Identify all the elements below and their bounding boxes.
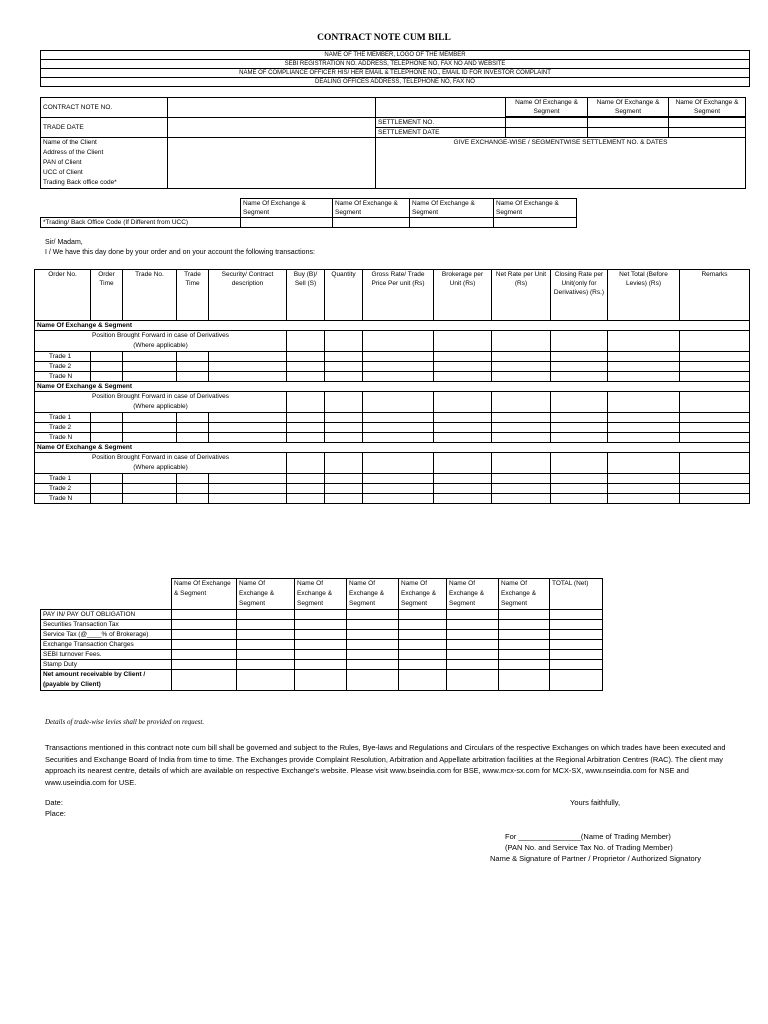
date-label: Date:	[45, 798, 63, 807]
exchange-segment-header: Name Of Exchange & Segment	[237, 579, 295, 610]
trade-cell[interactable]	[325, 362, 363, 372]
trade-cell[interactable]	[123, 423, 177, 433]
trade-cell[interactable]	[551, 372, 608, 382]
summary-row-label: Stamp Duty	[41, 660, 172, 670]
col-net-total: Net Total (Before Levies) (Rs)	[608, 270, 680, 321]
position-line: Position Brought Forward in case of Derivatives	[92, 393, 229, 400]
trade-cell[interactable]	[363, 413, 434, 423]
trade-cell[interactable]	[434, 484, 492, 494]
trade-cell[interactable]	[363, 392, 434, 413]
trade-cell[interactable]	[91, 433, 123, 443]
trade-cell[interactable]	[177, 433, 209, 443]
trade-cell[interactable]	[209, 413, 287, 423]
trade-cell[interactable]	[209, 484, 287, 494]
trade-cell[interactable]	[177, 372, 209, 382]
exchange-segment-header: Name Of Exchange & Segment	[295, 579, 347, 610]
settlement-no-cell[interactable]	[669, 118, 746, 128]
col-closing-rate: Closing Rate per Unit(only for Derivatives) (Rs.)	[551, 270, 608, 321]
trade-cell[interactable]	[287, 484, 325, 494]
trade-cell[interactable]	[680, 453, 750, 474]
trade-cell[interactable]	[492, 392, 551, 413]
trade-cell[interactable]	[91, 362, 123, 372]
trade-cell[interactable]	[363, 494, 434, 504]
trade-cell[interactable]	[551, 352, 608, 362]
trade-cell[interactable]	[325, 413, 363, 423]
trade-cell[interactable]	[551, 453, 608, 474]
trade-cell[interactable]	[91, 352, 123, 362]
summary-row-label: SEBI turnover Fees.	[41, 650, 172, 660]
segment-label: Name Of Exchange & Segment	[35, 321, 750, 331]
trade-cell[interactable]	[325, 352, 363, 362]
trade-cell[interactable]	[608, 413, 680, 423]
trade-cell[interactable]	[177, 423, 209, 433]
trade-cell[interactable]	[287, 413, 325, 423]
trade-cell[interactable]	[492, 453, 551, 474]
header-line: SEBI REGISTRATION NO. ADDRESS, TELEPHONE NO, FAX NO AND WEBSITE	[41, 60, 750, 69]
backoffice-cell[interactable]	[494, 218, 577, 228]
trade-cell[interactable]	[608, 331, 680, 352]
client-name-label: Name of the Client	[43, 139, 97, 146]
trade-cell[interactable]	[434, 494, 492, 504]
settlement-no-cell[interactable]	[506, 118, 588, 128]
col-security: Security/ Contract description	[209, 270, 287, 321]
trade-row-label: Trade 1	[35, 474, 91, 484]
trade-cell[interactable]	[177, 494, 209, 504]
position-brought-forward	[35, 453, 287, 474]
trade-row-label: Trade 2	[35, 423, 91, 433]
trade-cell[interactable]	[434, 331, 492, 352]
page-title: CONTRACT NOTE CUM BILL	[317, 33, 451, 43]
position-line: (Where applicable)	[133, 464, 188, 471]
trade-cell[interactable]	[177, 474, 209, 484]
trade-cell[interactable]	[551, 392, 608, 413]
trade-cell[interactable]	[91, 474, 123, 484]
trade-cell[interactable]	[680, 392, 750, 413]
trade-cell[interactable]	[91, 423, 123, 433]
trade-cell[interactable]	[209, 372, 287, 382]
trade-cell[interactable]	[91, 372, 123, 382]
trade-cell[interactable]	[91, 413, 123, 423]
trade-cell[interactable]	[434, 474, 492, 484]
trade-cell[interactable]	[325, 484, 363, 494]
trade-cell[interactable]	[551, 484, 608, 494]
trade-cell[interactable]	[363, 372, 434, 382]
trade-cell[interactable]	[209, 474, 287, 484]
exchange-segment-header: Name Of Exchange & Segment	[172, 579, 237, 610]
trade-cell[interactable]	[492, 423, 551, 433]
trade-cell[interactable]	[209, 362, 287, 372]
position-line: (Where applicable)	[133, 342, 188, 349]
trade-cell[interactable]	[434, 433, 492, 443]
trade-cell[interactable]	[608, 392, 680, 413]
backoffice-label: *Trading/ Back Office Code (If Different from UCC)	[41, 218, 241, 228]
backoffice-cell[interactable]	[241, 218, 333, 228]
trade-cell[interactable]	[608, 494, 680, 504]
trade-row-label: Trade 1	[35, 413, 91, 423]
trade-cell[interactable]	[608, 423, 680, 433]
header-line: NAME OF COMPLIANCE OFFICER HIS/ HER EMAIL & TELEPHONE NO., EMAIL ID FOR INVESTOR COMPLAINT	[41, 69, 750, 78]
segment-label: Name Of Exchange & Segment	[35, 382, 750, 392]
exchange-segment-header: Name Of Exchange & Segment	[410, 199, 494, 218]
levies-note: Details of trade-wise levies shall be provided on request.	[45, 718, 205, 726]
trade-cell[interactable]	[287, 372, 325, 382]
exchange-segment-header: Name Of Exchange & Segment	[333, 199, 410, 218]
trade-cell[interactable]	[551, 362, 608, 372]
position-line: Position Brought Forward in case of Derivatives	[92, 332, 229, 339]
col-order-time: Order Time	[91, 270, 123, 321]
trade-cell[interactable]	[363, 484, 434, 494]
header-line: DEALING OFFICES ADDRESS, TELEPHONE NO, FAX NO	[41, 78, 750, 87]
trade-row-label: Trade N	[35, 433, 91, 443]
settlement-date-cell[interactable]	[588, 128, 669, 138]
trade-cell[interactable]	[680, 352, 750, 362]
net-amount-label: Net amount receivable by Client / (payable by Client)	[41, 670, 172, 691]
trade-cell[interactable]	[325, 392, 363, 413]
trade-cell[interactable]	[287, 453, 325, 474]
exchange-segment-header: Name Of Exchange & Segment	[241, 199, 333, 218]
backoffice-table	[40, 198, 577, 228]
blank-cell	[41, 579, 172, 610]
exchange-segment-header: Name Of Exchange & Segment	[499, 579, 550, 610]
trade-cell[interactable]	[287, 433, 325, 443]
yours-faithfully: Yours faithfully,	[570, 798, 621, 807]
exchange-segment-header: Name Of Exchange & Segment	[669, 98, 746, 117]
summary-row-label: PAY IN/ PAY OUT OBLIGATION	[41, 610, 172, 620]
col-order-no: Order No.	[35, 270, 91, 321]
col-net-rate: Net Rate per Unit (Rs)	[492, 270, 551, 321]
trade-cell[interactable]	[123, 362, 177, 372]
trade-cell[interactable]	[492, 362, 551, 372]
client-details-value[interactable]	[168, 138, 376, 189]
trade-cell[interactable]	[177, 484, 209, 494]
trade-cell[interactable]	[363, 423, 434, 433]
trade-cell[interactable]	[492, 484, 551, 494]
exchange-segment-header: Name Of Exchange & Segment	[347, 579, 399, 610]
position-brought-forward	[35, 392, 287, 413]
col-trade-no: Trade No.	[123, 270, 177, 321]
exchange-segment-header: Name Of Exchange & Segment	[447, 579, 499, 610]
col-brokerage: Brokerage per Unit (Rs)	[434, 270, 492, 321]
trade-cell[interactable]	[551, 423, 608, 433]
trade-cell[interactable]	[123, 352, 177, 362]
client-backoffice-label: Trading Back office code*	[43, 179, 117, 186]
sign-name-line: Name & Signature of Partner / Proprietor / Authorized Signatory	[490, 854, 701, 863]
trade-cell[interactable]	[551, 331, 608, 352]
trade-row-label: Trade N	[35, 494, 91, 504]
trade-cell[interactable]	[608, 453, 680, 474]
settlement-note: GIVE EXCHANGE-WISE / SEGMENTWISE SETTLEMENT NO. & DATES	[376, 138, 746, 189]
trade-date-label: TRADE DATE	[41, 118, 168, 138]
trade-cell[interactable]	[434, 453, 492, 474]
trade-cell[interactable]	[325, 331, 363, 352]
exchange-segment-header: Name Of Exchange & Segment	[399, 579, 447, 610]
trade-row-label: Trade 2	[35, 484, 91, 494]
trade-cell[interactable]	[325, 423, 363, 433]
trade-cell[interactable]	[209, 494, 287, 504]
trade-cell[interactable]	[287, 392, 325, 413]
col-gross-rate: Gross Rate/ Trade Price Per unit (Rs)	[363, 270, 434, 321]
summary-row-label: Securities Transaction Tax	[41, 620, 172, 630]
trade-cell[interactable]	[287, 362, 325, 372]
trade-cell[interactable]	[123, 372, 177, 382]
trade-cell[interactable]	[680, 423, 750, 433]
trade-cell[interactable]	[325, 372, 363, 382]
trade-cell[interactable]	[551, 494, 608, 504]
trade-cell[interactable]	[363, 474, 434, 484]
trade-cell[interactable]	[680, 331, 750, 352]
trade-cell[interactable]	[287, 331, 325, 352]
client-address-label: Address of the Client	[43, 149, 104, 156]
trade-cell[interactable]	[325, 453, 363, 474]
trade-cell[interactable]	[434, 372, 492, 382]
trade-cell[interactable]	[177, 413, 209, 423]
settlement-date-cell[interactable]	[506, 128, 588, 138]
contract-info-table	[40, 97, 746, 189]
backoffice-cell[interactable]	[410, 218, 494, 228]
trade-cell[interactable]	[492, 433, 551, 443]
trade-cell[interactable]	[608, 484, 680, 494]
backoffice-cell[interactable]	[333, 218, 410, 228]
summary-row-label: Exchange Transaction Charges	[41, 640, 172, 650]
trade-cell[interactable]	[608, 352, 680, 362]
trade-cell[interactable]	[680, 362, 750, 372]
trade-cell[interactable]	[492, 413, 551, 423]
exchange-segment-header: Name Of Exchange & Segment	[588, 98, 669, 117]
blank-cell	[376, 98, 506, 118]
trade-cell[interactable]	[287, 494, 325, 504]
col-remarks: Remarks	[680, 270, 750, 321]
trade-cell[interactable]	[434, 413, 492, 423]
trade-cell[interactable]	[680, 433, 750, 443]
exchange-segment-header: Name Of Exchange & Segment	[506, 98, 588, 117]
trade-cell[interactable]	[177, 362, 209, 372]
trade-cell[interactable]	[551, 413, 608, 423]
trade-cell[interactable]	[434, 392, 492, 413]
trade-cell[interactable]	[363, 453, 434, 474]
trade-cell[interactable]	[434, 362, 492, 372]
trade-cell[interactable]	[608, 474, 680, 484]
total-header: TOTAL (Net)	[550, 579, 603, 610]
trade-cell[interactable]	[325, 494, 363, 504]
trade-cell[interactable]	[91, 484, 123, 494]
client-pan-label: PAN of Client	[43, 159, 82, 166]
settlement-date-label: SETTLEMENT DATE	[376, 128, 506, 138]
trade-cell[interactable]	[91, 494, 123, 504]
trade-cell[interactable]	[123, 433, 177, 443]
header-line: NAME OF THE MEMBER, LOGO OF THE MEMBER	[41, 51, 750, 60]
trade-cell[interactable]	[608, 362, 680, 372]
trade-cell[interactable]	[680, 494, 750, 504]
col-quantity: Quantity	[325, 270, 363, 321]
trade-cell[interactable]	[492, 372, 551, 382]
blank-cell	[41, 199, 241, 218]
trade-cell[interactable]	[287, 423, 325, 433]
trade-cell[interactable]	[680, 413, 750, 423]
trade-cell[interactable]	[123, 484, 177, 494]
trade-cell[interactable]	[363, 331, 434, 352]
trade-date-value[interactable]	[168, 118, 376, 138]
trade-cell[interactable]	[434, 352, 492, 362]
position-line: (Where applicable)	[133, 403, 188, 410]
sign-pan-line: (PAN No. and Service Tax No. of Trading Member)	[505, 843, 673, 852]
trade-cell[interactable]	[325, 433, 363, 443]
settlement-date-cell[interactable]	[669, 128, 746, 138]
col-buy-sell: Buy (B)/ Sell (S)	[287, 270, 325, 321]
trade-cell[interactable]	[123, 413, 177, 423]
contract-note-no-label: CONTRACT NOTE NO.	[41, 98, 168, 118]
trade-table	[34, 269, 750, 504]
trade-row-label: Trade 1	[35, 352, 91, 362]
trade-cell[interactable]	[209, 352, 287, 362]
trade-cell[interactable]	[608, 372, 680, 382]
trade-cell[interactable]	[492, 494, 551, 504]
position-brought-forward	[35, 331, 287, 352]
trade-cell[interactable]	[680, 372, 750, 382]
trade-row-label: Trade N	[35, 372, 91, 382]
terms-paragraph: Transactions mentioned in this contract note cum bill shall be governed and subject to the Rules, Bye-laws and Regulations and Circulars of the respective Exchanges on which trades have been executed and Securities and Exchange Board of India from time to time. The Exchanges provide Complaint Resolution, Arbitration and Appellate arbitration facilities at the Regional Arbitration Centres (RAC). The client may approach its nearest centre, details of which are available on respective Exchange's website. Please visit www.bseindia.com for BSE, www.mcx-sx.com for MCX-SX, www.nseindia.com for NSE and www.useindia.com for USE.	[45, 743, 726, 787]
trade-cell[interactable]	[363, 362, 434, 372]
place-label: Place:	[45, 809, 66, 818]
settlement-no-cell[interactable]	[588, 118, 669, 128]
trade-cell[interactable]	[177, 352, 209, 362]
trade-cell[interactable]	[325, 474, 363, 484]
trade-row-label: Trade 2	[35, 362, 91, 372]
trade-cell[interactable]	[123, 474, 177, 484]
trade-cell[interactable]	[363, 352, 434, 362]
trade-cell[interactable]	[680, 474, 750, 484]
client-details-labels	[41, 138, 168, 189]
sign-for-line: For _______________(Name of Trading Member)	[505, 832, 671, 841]
summary-row-label: Service Tax (@____% of Brokerage)	[41, 630, 172, 640]
trade-cell[interactable]	[209, 433, 287, 443]
col-trade-time: Trade Time	[177, 270, 209, 321]
trade-cell[interactable]	[492, 331, 551, 352]
settlement-no-label: SETTLEMENT NO.	[376, 118, 506, 128]
trade-cell[interactable]	[492, 474, 551, 484]
trade-cell[interactable]	[434, 423, 492, 433]
trade-cell[interactable]	[287, 474, 325, 484]
trade-cell[interactable]	[680, 484, 750, 494]
trade-cell[interactable]	[492, 352, 551, 362]
exchange-segment-header: Name Of Exchange & Segment	[494, 199, 577, 218]
trade-cell[interactable]	[551, 433, 608, 443]
levies-summary-table	[40, 578, 603, 691]
trade-cell[interactable]	[123, 494, 177, 504]
client-ucc-label: UCC of Client	[43, 169, 83, 176]
trade-cell[interactable]	[608, 433, 680, 443]
intro-text: I / We have this day done by your order and on your account the following transactions:	[45, 249, 315, 256]
trade-cell[interactable]	[551, 474, 608, 484]
position-line: Position Brought Forward in case of Derivatives	[92, 454, 229, 461]
contract-note-no-value[interactable]	[168, 98, 376, 118]
salutation: Sir/ Madam,	[45, 239, 83, 246]
segment-label: Name Of Exchange & Segment	[35, 443, 750, 453]
trade-cell[interactable]	[287, 352, 325, 362]
trade-cell[interactable]	[363, 433, 434, 443]
member-header	[40, 50, 750, 87]
trade-cell[interactable]	[209, 423, 287, 433]
